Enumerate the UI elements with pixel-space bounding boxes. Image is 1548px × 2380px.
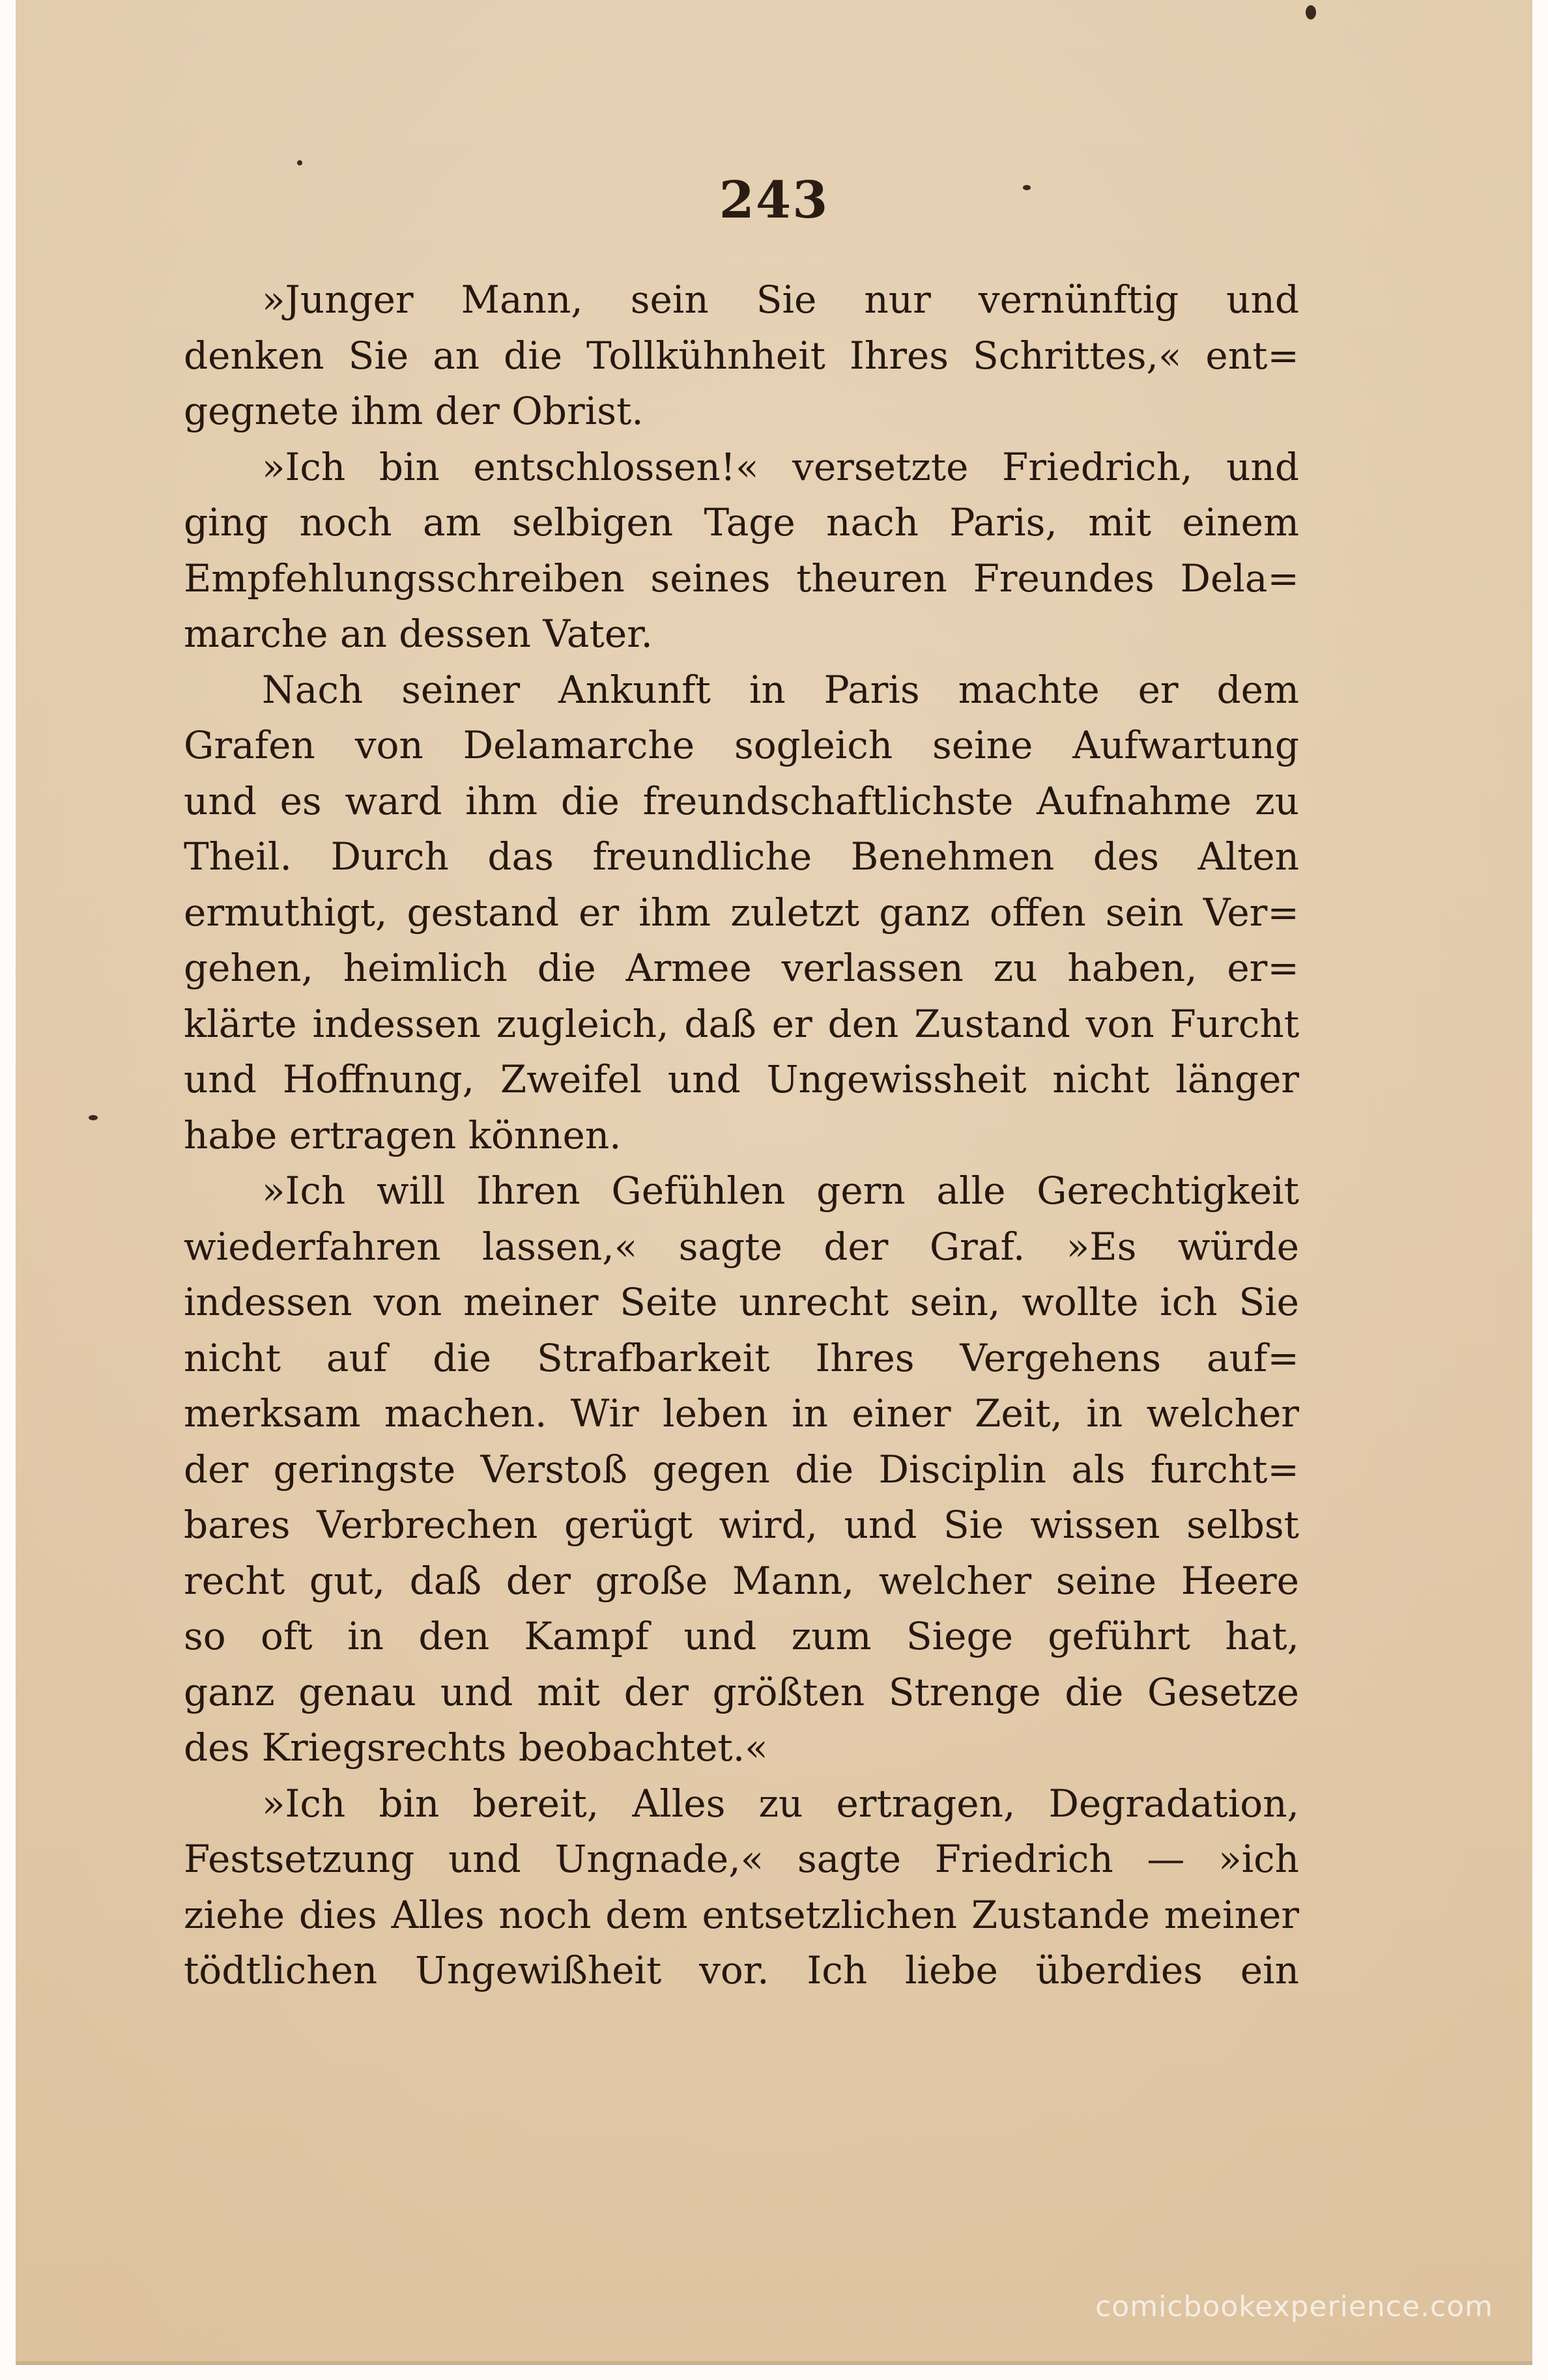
text-line: gegnete ihm der Obrist. (184, 389, 644, 433)
text-line: »Ich will Ihren Gefühlen gern alle Gerechtigkeit (262, 1169, 1299, 1213)
text-line: »Junger Mann, sein Sie nur vernünftig und (262, 277, 1299, 322)
text-line: und es ward ihm die freundschaftlichste Aufnahme zu (184, 778, 1299, 823)
ink-speck (297, 160, 302, 165)
text-line: Empfehlungsschreiben seines theuren Freundes Dela= (184, 556, 1299, 601)
body-text (184, 272, 1299, 1999)
text-line: klärte indessen zugleich, daß er den Zustand von Furcht (184, 1001, 1299, 1046)
text-line: Festsetzung und Ungnade,« sagte Friedrich — »ich (184, 1837, 1299, 1881)
text-line: merksam machen. Wir leben in einer Zeit, in welcher (184, 1391, 1299, 1436)
text-line: »Ich bin entschlossen!« versetzte Friedrich, und (262, 444, 1299, 489)
text-line: ging noch am selbigen Tage nach Paris, mit einem (184, 500, 1299, 545)
ink-speck (1023, 185, 1031, 190)
text-line: denken Sie an die Tollkühnheit Ihres Schrittes,« ent= (184, 333, 1299, 378)
text-line: ziehe dies Alles noch dem entsetzlichen Zustande meiner (184, 1892, 1299, 1937)
text-line: nicht auf die Strafbarkeit Ihres Vergehens auf= (184, 1335, 1299, 1380)
text-line: »Ich bin bereit, Alles zu ertragen, Degradation, (262, 1781, 1299, 1826)
text-line: bares Verbrechen gerügt wird, und Sie wissen selbst (184, 1503, 1299, 1547)
text-line: tödtlichen Ungewißheit vor. Ich liebe überdies ein (184, 1948, 1299, 1992)
ink-speck (89, 1115, 98, 1120)
text-line: so oft in den Kampf und zum Siege geführt hat, (184, 1614, 1299, 1658)
ink-speck (1306, 5, 1316, 20)
text-line: Theil. Durch das freundliche Benehmen des Alten (184, 834, 1299, 879)
text-line: gehen, heimlich die Armee verlassen zu haben, er= (184, 946, 1299, 990)
text-line: ganz genau und mit der größten Strenge die Gesetze (184, 1669, 1299, 1714)
text-line: marche an dessen Vater. (184, 612, 653, 656)
page-number: 243 (719, 171, 829, 230)
text-line: Nach seiner Ankunft in Paris machte er dem (262, 667, 1299, 712)
text-line: Grafen von Delamarche sogleich seine Aufwartung (184, 723, 1299, 767)
text-line: habe ertragen können. (184, 1112, 622, 1157)
text-line: wiederfahren lassen,« sagte der Graf. »Es würde (184, 1224, 1299, 1269)
text-line: recht gut, daß der große Mann, welcher seine Heere (184, 1558, 1299, 1603)
text-line: der geringste Verstoß gegen die Disciplin als furcht= (184, 1447, 1299, 1492)
text-line: indessen von meiner Seite unrecht sein, wollte ich Sie (184, 1280, 1299, 1324)
text-line: ermuthigt, gestand er ihm zuletzt ganz offen sein Ver= (184, 890, 1299, 935)
watermark: comicbookexperience.com (1095, 2290, 1493, 2323)
text-line: des Kriegsrechts beobachtet.« (184, 1725, 768, 1770)
book-page (16, 0, 1532, 2365)
text-line: und Hoffnung, Zweifel und Ungewissheit nicht länger (184, 1057, 1299, 1101)
